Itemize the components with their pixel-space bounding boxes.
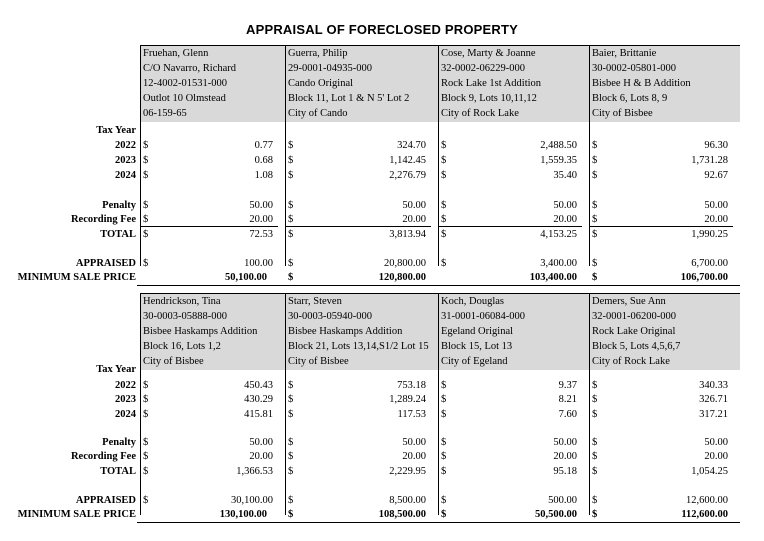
dollar-sign: $ (592, 140, 598, 151)
value-total: 1,054.25 (691, 466, 728, 477)
section-top-border (140, 45, 740, 46)
dollar-sign: $ (441, 214, 447, 225)
subtotal-rule (141, 226, 278, 227)
dollar-sign: $ (592, 437, 598, 448)
row-label-y2022: 2022 (115, 380, 136, 391)
row-label-total: TOTAL (100, 229, 136, 240)
property-header-line: City of Bisbee (143, 356, 204, 367)
value-y2024: 92.67 (704, 170, 728, 181)
value-appraised: 20,800.00 (384, 258, 426, 269)
property-header-line: Block 16, Lots 1,2 (143, 341, 221, 352)
value-y2022: 9.37 (558, 380, 577, 391)
property-header-line: Outlot 10 Olmstead (143, 93, 226, 104)
row-label-y2022: 2022 (115, 140, 136, 151)
property-header-line: 30-0003-05888-000 (143, 311, 227, 322)
value-y2024: 1.08 (254, 170, 273, 181)
row-label-penalty: Penalty (102, 200, 136, 211)
value-y2024: 317.21 (699, 409, 728, 420)
row-label-appraised: APPRAISED (75, 258, 136, 269)
value-minimum-sale-price: 108,500.00 (378, 509, 426, 520)
value-appraised: 30,100.00 (231, 495, 273, 506)
property-header-line: Rock Lake Original (592, 326, 676, 337)
dollar-sign: $ (143, 258, 149, 269)
dollar-sign: $ (441, 451, 447, 462)
value-y2023: 1,289.24 (389, 394, 426, 405)
value-y2023: 1,142.45 (389, 155, 426, 166)
dollar-sign: $ (288, 466, 294, 477)
row-label-y2023: 2023 (115, 394, 136, 405)
dollar-sign: $ (288, 380, 294, 391)
row-label-y2023: 2023 (115, 155, 136, 166)
property-header-line: 31-0001-06084-000 (441, 311, 525, 322)
value-total: 95.18 (553, 466, 577, 477)
row-label-tax-year: Tax Year (96, 364, 136, 375)
dollar-sign: $ (441, 140, 447, 151)
property-header-line: Block 5, Lots 4,5,6,7 (592, 341, 681, 352)
value-y2023: 8.21 (558, 394, 577, 405)
property-header-line: Egeland Original (441, 326, 514, 337)
section-bottom-border (137, 522, 740, 523)
page-title: APPRAISAL OF FORECLOSED PROPERTY (246, 22, 518, 37)
dollar-sign: $ (441, 437, 447, 448)
dollar-sign: $ (143, 394, 149, 405)
dollar-sign: $ (288, 437, 294, 448)
dollar-sign: $ (143, 451, 149, 462)
dollar-sign: $ (592, 214, 598, 225)
value-y2022: 450.43 (244, 380, 273, 391)
value-appraised: 3,400.00 (540, 258, 577, 269)
value-y2022: 96.30 (704, 140, 728, 151)
dollar-sign: $ (592, 170, 598, 181)
dollar-sign: $ (592, 509, 598, 520)
property-header-line: Bisbee Haskamps Addition (288, 326, 403, 337)
dollar-sign: $ (288, 200, 294, 211)
dollar-sign: $ (592, 200, 598, 211)
row-label-penalty: Penalty (102, 437, 136, 448)
section-bottom-border (137, 285, 740, 286)
value-minimum-sale-price: 106,700.00 (680, 272, 728, 283)
dollar-sign: $ (592, 409, 598, 420)
value-total: 1,990.25 (691, 229, 728, 240)
section-top-border (140, 293, 740, 294)
value-total: 1,366.53 (236, 466, 273, 477)
dollar-sign: $ (288, 170, 294, 181)
property-header-line: 29-0001-04935-000 (288, 63, 372, 74)
dollar-sign: $ (288, 272, 294, 283)
property-header-line: Cando Original (288, 78, 354, 89)
value-penalty: 50.00 (249, 437, 273, 448)
dollar-sign: $ (143, 409, 149, 420)
property-header-line: Rock Lake 1st Addition (441, 78, 542, 89)
row-label-y2024: 2024 (115, 409, 136, 420)
value-y2023: 1,559.35 (540, 155, 577, 166)
value-y2024: 7.60 (558, 409, 577, 420)
value-appraised: 8,500.00 (389, 495, 426, 506)
property-header-line: Hendrickson, Tina (143, 296, 221, 307)
dollar-sign: $ (592, 229, 598, 240)
column-divider (438, 293, 439, 515)
value-penalty: 50.00 (402, 437, 426, 448)
value-penalty: 50.00 (704, 200, 728, 211)
value-y2023: 326.71 (699, 394, 728, 405)
subtotal-rule (286, 226, 431, 227)
value-minimum-sale-price: 130,100.00 (219, 509, 267, 520)
value-appraised: 6,700.00 (691, 258, 728, 269)
property-header-line: Fruehan, Glenn (143, 48, 209, 59)
row-label-tax-year: Tax Year (96, 125, 136, 136)
property-header-line: 30-0003-05940-000 (288, 311, 372, 322)
property-header-line: City of Rock Lake (592, 356, 670, 367)
dollar-sign: $ (441, 155, 447, 166)
dollar-sign: $ (441, 380, 447, 391)
value-minimum-sale-price: 50,500.00 (535, 509, 577, 520)
dollar-sign: $ (288, 495, 294, 506)
value-minimum-sale-price: 112,600.00 (681, 509, 728, 520)
dollar-sign: $ (288, 394, 294, 405)
row-label-appraised: APPRAISED (75, 495, 136, 506)
dollar-sign: $ (143, 495, 149, 506)
value-total: 72.53 (249, 229, 273, 240)
column-divider (285, 45, 286, 266)
property-header-line: Baier, Brittanie (592, 48, 657, 59)
value-y2023: 0.68 (254, 155, 273, 166)
value-minimum-sale-price: 103,400.00 (529, 272, 577, 283)
property-header-line: Block 9, Lots 10,11,12 (441, 93, 537, 104)
property-header-line: City of Cando (288, 108, 348, 119)
value-recording-fee: 20.00 (704, 214, 728, 225)
property-header-line: Bisbee H & B Addition (592, 78, 691, 89)
value-total: 3,813.94 (389, 229, 426, 240)
dollar-sign: $ (592, 466, 598, 477)
dollar-sign: $ (288, 451, 294, 462)
value-penalty: 50.00 (553, 437, 577, 448)
appraisal-section (0, 45, 764, 283)
dollar-sign: $ (143, 437, 149, 448)
dollar-sign: $ (143, 380, 149, 391)
appraisal-section (0, 293, 764, 523)
value-penalty: 50.00 (249, 200, 273, 211)
row-label-min-sale: MINIMUM SALE PRICE (17, 272, 136, 283)
dollar-sign: $ (592, 394, 598, 405)
value-recording-fee: 20.00 (402, 214, 426, 225)
row-label-total: TOTAL (100, 466, 136, 477)
row-label-recording-fee: Recording Fee (70, 214, 136, 225)
value-y2024: 35.40 (553, 170, 577, 181)
dollar-sign: $ (441, 509, 447, 520)
dollar-sign: $ (143, 214, 149, 225)
value-y2024: 2,276.79 (389, 170, 426, 181)
column-divider (438, 45, 439, 266)
value-y2022: 324.70 (397, 140, 426, 151)
dollar-sign: $ (143, 155, 149, 166)
row-label-min-sale: MINIMUM SALE PRICE (17, 509, 136, 520)
value-appraised: 12,600.00 (686, 495, 728, 506)
row-label-recording-fee: Recording Fee (70, 451, 136, 462)
property-header-line: Guerra, Philip (288, 48, 348, 59)
dollar-sign: $ (143, 140, 149, 151)
dollar-sign: $ (441, 495, 447, 506)
value-y2024: 117.53 (397, 409, 426, 420)
property-header-line: 30-0002-05801-000 (592, 63, 676, 74)
dollar-sign: $ (143, 200, 149, 211)
value-recording-fee: 20.00 (553, 214, 577, 225)
column-divider (140, 293, 141, 515)
property-header-line: City of Bisbee (288, 356, 349, 367)
value-y2023: 430.29 (244, 394, 273, 405)
dollar-sign: $ (288, 155, 294, 166)
property-header-line: City of Rock Lake (441, 108, 519, 119)
column-divider (589, 45, 590, 266)
dollar-sign: $ (592, 155, 598, 166)
property-header-line: City of Bisbee (592, 108, 653, 119)
subtotal-rule (590, 226, 733, 227)
value-y2022: 2,488.50 (540, 140, 577, 151)
dollar-sign: $ (143, 170, 149, 181)
row-label-y2024: 2024 (115, 170, 136, 181)
dollar-sign: $ (143, 229, 149, 240)
property-header-line: 06-159-65 (143, 108, 187, 119)
property-header-line: Demers, Sue Ann (592, 296, 666, 307)
value-total: 2,229.95 (389, 466, 426, 477)
property-header-line: 12-4002-01531-000 (143, 78, 227, 89)
dollar-sign: $ (441, 394, 447, 405)
value-recording-fee: 20.00 (704, 451, 728, 462)
value-penalty: 50.00 (402, 200, 426, 211)
value-recording-fee: 20.00 (249, 451, 273, 462)
value-y2022: 0.77 (254, 140, 273, 151)
dollar-sign: $ (592, 258, 598, 269)
dollar-sign: $ (592, 272, 598, 283)
value-y2022: 340.33 (699, 380, 728, 391)
property-header-line: Block 21, Lots 13,14,S1/2 Lot 15 (288, 341, 429, 352)
dollar-sign: $ (592, 451, 598, 462)
dollar-sign: $ (592, 495, 598, 506)
property-header-line: 32-0002-06229-000 (441, 63, 525, 74)
value-y2024: 415.81 (244, 409, 273, 420)
property-header-line: Block 6, Lots 8, 9 (592, 93, 668, 104)
dollar-sign: $ (441, 229, 447, 240)
dollar-sign: $ (441, 200, 447, 211)
property-header-line: Block 11, Lot 1 & N 5' Lot 2 (288, 93, 410, 104)
column-divider (285, 293, 286, 515)
value-appraised: 100.00 (244, 258, 273, 269)
property-header-line: Block 15, Lot 13 (441, 341, 513, 352)
property-header-line: Koch, Douglas (441, 296, 504, 307)
value-minimum-sale-price: 120,800.00 (378, 272, 426, 283)
subtotal-rule (439, 226, 582, 227)
dollar-sign: $ (288, 509, 294, 520)
dollar-sign: $ (441, 409, 447, 420)
dollar-sign: $ (592, 380, 598, 391)
column-divider (589, 293, 590, 515)
property-header-line: Starr, Steven (288, 296, 342, 307)
value-penalty: 50.00 (704, 437, 728, 448)
dollar-sign: $ (288, 140, 294, 151)
dollar-sign: $ (288, 229, 294, 240)
value-y2022: 753.18 (397, 380, 426, 391)
property-header-line: C/O Navarro, Richard (143, 63, 237, 74)
property-header-line: Cose, Marty & Joanne (441, 48, 536, 59)
dollar-sign: $ (441, 466, 447, 477)
dollar-sign: $ (441, 258, 447, 269)
value-y2023: 1,731.28 (691, 155, 728, 166)
value-recording-fee: 20.00 (553, 451, 577, 462)
value-recording-fee: 20.00 (249, 214, 273, 225)
value-minimum-sale-price: 50,100.00 (225, 272, 267, 283)
value-recording-fee: 20.00 (402, 451, 426, 462)
value-total: 4,153.25 (540, 229, 577, 240)
property-header-line: Bisbee Haskamps Addition (143, 326, 258, 337)
dollar-sign: $ (143, 466, 149, 477)
property-header-line: City of Egeland (441, 356, 508, 367)
dollar-sign: $ (288, 409, 294, 420)
value-penalty: 50.00 (553, 200, 577, 211)
column-divider (140, 45, 141, 266)
property-header-line: 32-0001-06200-000 (592, 311, 676, 322)
value-appraised: 500.00 (548, 495, 577, 506)
dollar-sign: $ (441, 170, 447, 181)
dollar-sign: $ (288, 214, 294, 225)
dollar-sign: $ (288, 258, 294, 269)
